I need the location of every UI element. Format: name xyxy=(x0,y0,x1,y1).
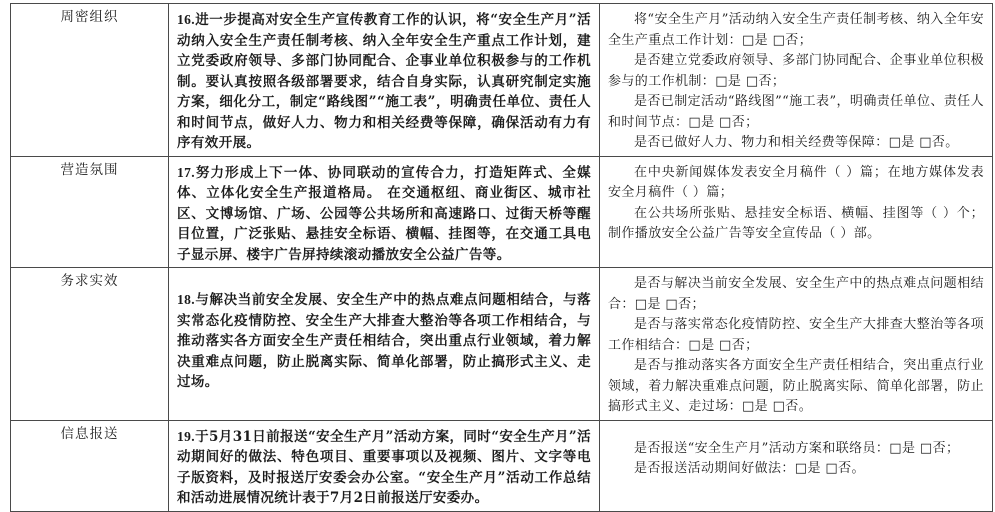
requirement-text: 与解决当前安全发展、安全生产中的热点难点问题相结合，与落实常态化疫情防控、安全生产大排查大整治等各项工作相结合，与推动落实各方面安全生产责任相结合，突出重点行业领域，着力解决重难点问题，防止脱离实际、简单化部署，防止搞形式主义、走过场。 xyxy=(177,292,591,390)
check-cell xyxy=(600,156,993,268)
check-item: 是否与落实常态化疫情防控、安全生产大排查大整治等各项工作相结合：□是 □否； xyxy=(608,317,984,353)
item-number: 17. xyxy=(177,164,196,180)
check-item: 在公共场所张贴、悬挂安全标语、横幅、挂图等（ ）个；制作播放安全公益广告等安全宣传品（ ）部。 xyxy=(608,205,984,241)
requirement-text: 努力形成上下一体、协同联动的宣传合力，打造矩阵式、全媒体、立体化安全生产报道格局。 在交通枢纽、商业街区、城市社区、文博场馆、广场、公园等公共场所和高速路口、过街天桥等醒目位置，广泛张贴、悬挂安全标语、横幅、挂图等，在交通工具电子显示屏、楼宇广告屏持续滚动播放安全公益广告等。 xyxy=(177,164,591,263)
category-cell: 务求实效 xyxy=(11,268,169,421)
check-cell xyxy=(600,268,993,421)
table-row xyxy=(11,268,993,421)
check-item: 将“安全生产月”活动纳入安全生产责任制考核、纳入全年安全生产重点工作计划：□是 □否； xyxy=(608,12,984,48)
check-cell xyxy=(600,420,993,511)
table-row xyxy=(11,4,993,157)
category-cell: 信息报送 xyxy=(11,420,169,511)
item-number: 19. xyxy=(177,428,196,444)
check-item: 是否与解决当前安全发展、安全生产中的热点难点问题相结合：□是 □否； xyxy=(608,276,984,312)
table-row xyxy=(11,420,993,511)
safety-month-checklist-table xyxy=(10,3,993,512)
requirement-text: 于5月31日前报送“安全生产月”活动方案，同时“安全生产月”活动期间好的做法、特色项目、重要事项以及视频、图片、文字等电子版资料，及时报送厅安委会办公室。“安全生产月”活动工作总结和活动进展情况统计表于7月2日前报送厅安委办。 xyxy=(177,428,591,506)
check-item: 是否报送“安全生产月”活动方案和联络员：□是 □否； xyxy=(634,440,960,456)
check-item: 是否与推动落实各方面安全生产责任相结合，突出重点行业领域，着力解决重难点问题，防止脱离实际、简单化部署，防止搞形式主义、走过场：□是 □否。 xyxy=(608,358,984,414)
requirement-cell xyxy=(169,420,600,511)
check-item: 是否报送活动期间好做法：□是 □否。 xyxy=(634,461,865,476)
table-row xyxy=(11,156,993,268)
check-item: 在中央新闻媒体发表安全月稿件（ ）篇；在地方媒体发表安全月稿件（ ）篇； xyxy=(608,164,984,200)
category-cell: 周密组织 xyxy=(11,4,169,157)
requirement-cell xyxy=(169,156,600,268)
item-number: 18. xyxy=(177,292,196,307)
check-item: 是否已制定活动“路线图”“施工表”，明确责任单位、责任人和时间节点：□是 □否； xyxy=(608,94,984,130)
check-item: 是否已做好人力、物力和相关经费等保障：□是 □否。 xyxy=(634,135,959,150)
requirement-cell xyxy=(169,4,600,157)
requirement-cell xyxy=(169,268,600,421)
category-cell: 营造氛围 xyxy=(11,156,169,268)
item-number: 16. xyxy=(177,12,196,27)
check-cell xyxy=(600,4,993,157)
check-item: 是否建立党委政府领导、多部门协同配合、企事业单位积极参与的工作机制：□是 □否； xyxy=(608,53,984,89)
requirement-text: 进一步提高对安全生产宣传教育工作的认识，将“安全生产月”活动纳入安全生产责任制考核、纳入全年安全生产重点工作计划，建立党委政府领导、多部门协同配合、企事业单位积极参与的工作机制。要认真按照各级部署要求，结合自身实际，认真研究制定实施方案，细化分工，制定“路线图”“施工表”，明确责任单位、责任人和时间节点，做好人力、物力和相关经费等保障，确保活动有力有序有效开展。 xyxy=(177,12,591,151)
